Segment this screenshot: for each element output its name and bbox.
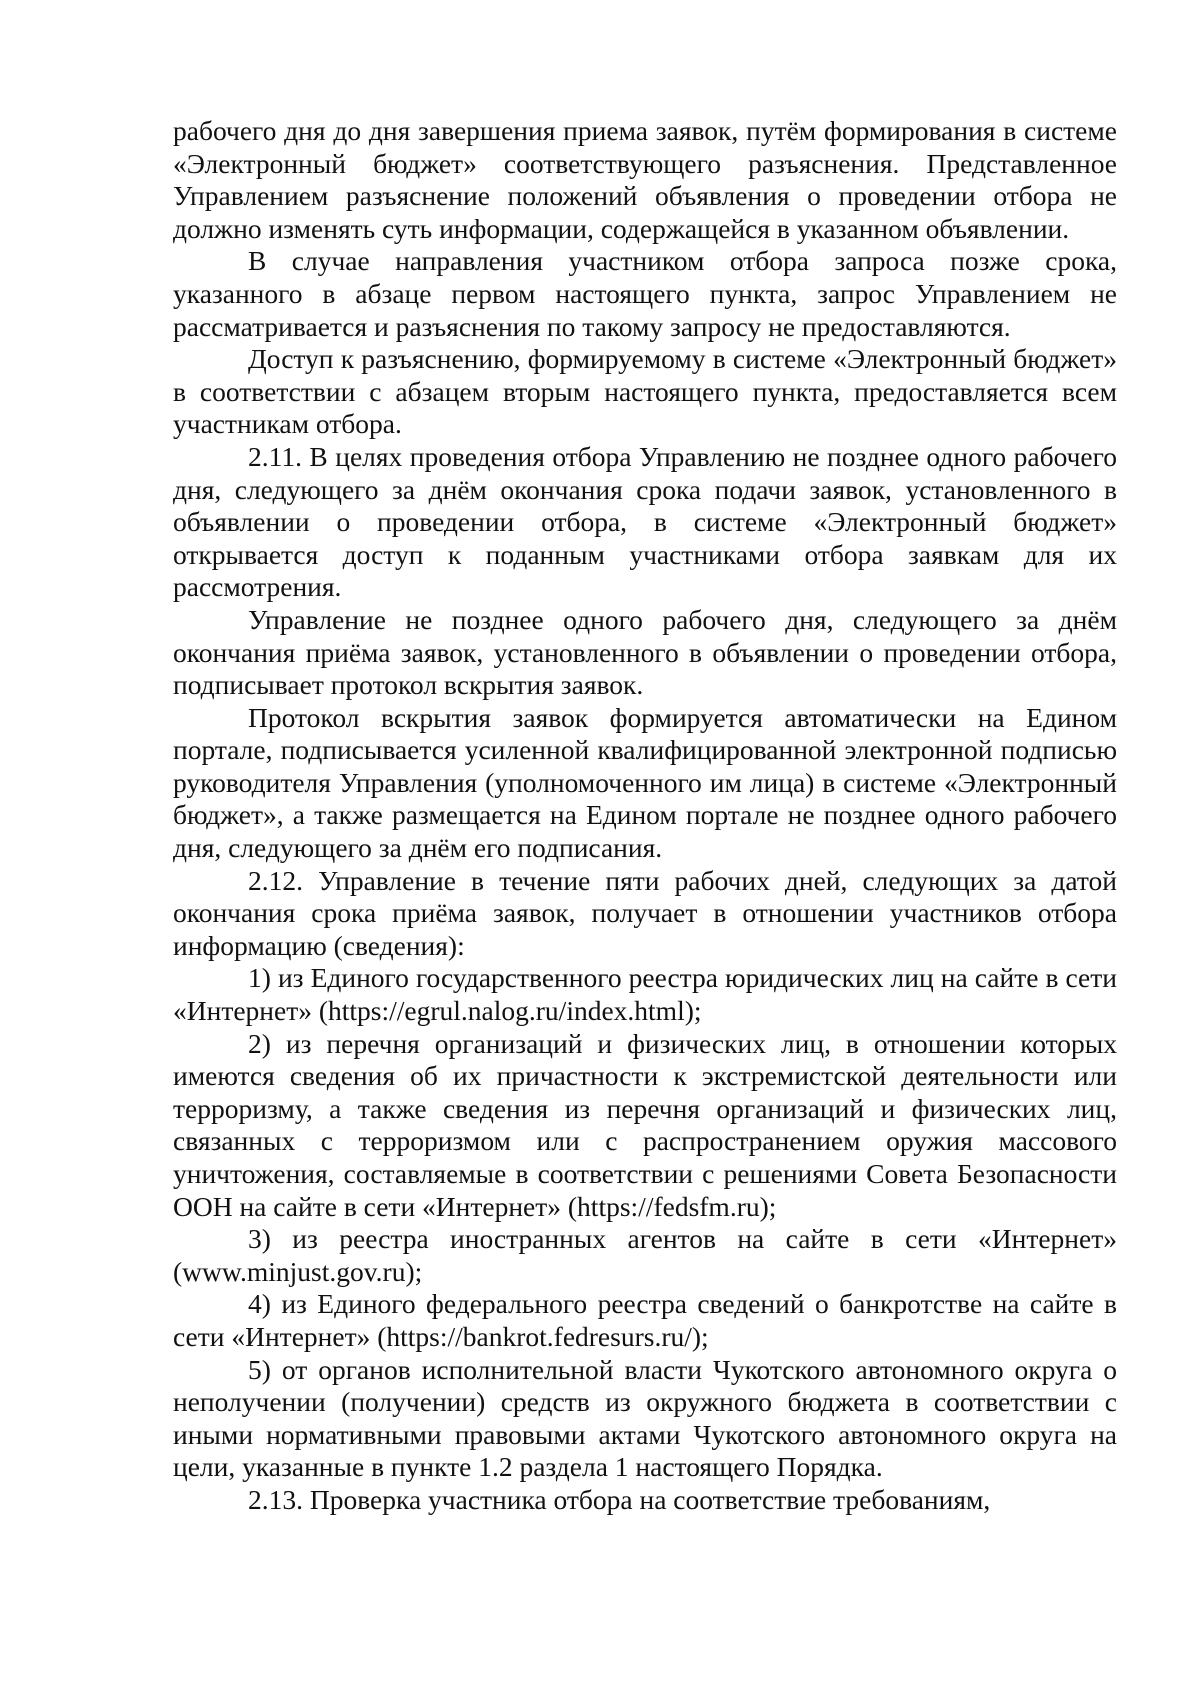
list-item-2: 2) из перечня организаций и физических лиц, в отношении которых имеются сведения об их причастности к экстремистской деятельности или терроризму, а также сведения из перечня организаций и физических лиц, связанных с терроризмом или с распространением оружия массового уничтожения, составляемые в соответствии с решениями Совета Безопасности ООН на сайте в сети «Интернет» (https://fedsfm.ru); — [173, 1027, 1117, 1222]
paragraph-access-clarification: Доступ к разъяснению, формируемому в системе «Электронный бюджет» в соответствии с абзацем вторым настоящего пункта, предоставляется всем участникам отбора. — [173, 343, 1117, 440]
list-item-4: 4) из Единого федерального реестра сведений о банкротстве на сайте в сети «Интернет» (https://bankrot.fedresurs.ru/); — [173, 1288, 1117, 1352]
paragraph-2-11: 2.11. В целях проведения отбора Управлению не позднее одного рабочего дня, следующего за днём окончания срока подачи заявок, установленного в объявлении о проведении отбора, в системе «Электронный бюджет» открывается доступ к поданным участниками отбора заявкам для их рассмотрения. — [173, 440, 1117, 603]
paragraph-2-12: 2.12. Управление в течение пяти рабочих дней, следующих за датой окончания срока приёма заявок, получает в отношении участников отбора информацию (сведения): — [173, 864, 1117, 961]
list-item-5: 5) от органов исполнительной власти Чукотского автономного округа о неполучении (получении) средств из окружного бюджета в соответствии с иными нормативными правовыми актами Чукотского автономного округа на цели, указанные в пункте 1.2 раздела 1 настоящего Порядка. — [173, 1353, 1117, 1483]
paragraph-protocol-formation: Протокол вскрытия заявок формируется автоматически на Едином портале, подписывается усиленной квалифицированной электронной подписью руководителя Управления (уполномоченного им лица) в системе «Электронный бюджет», а также размещается на Едином портале не позднее одного рабочего дня, следующего за днём его подписания. — [173, 701, 1117, 864]
paragraph-2-13: 2.13. Проверка участника отбора на соответствие требованиям, — [248, 1483, 991, 1515]
document-page — [173, 115, 1117, 1517]
list-item-3: 3) из реестра иностранных агентов на сайте в сети «Интернет» (www.minjust.gov.ru); — [173, 1223, 1117, 1287]
paragraph-protocol-signing: Управление не позднее одного рабочего дня, следующего за днём окончания приёма заявок, установленного в объявлении о проведении отбора, подписывает протокол вскрытия заявок. — [173, 603, 1117, 701]
paragraph-late-request: В случае направления участником отбора запроса позже срока, указанного в абзаце первом настоящего пункта, запрос Управлением не рассматривается и разъяснения по такому запросу не предоставляются. — [173, 245, 1117, 342]
list-item-1: 1) из Единого государственного реестра юридических лиц на сайте в сети «Интернет» (https://egrul.nalog.ru/index.html); — [173, 962, 1117, 1027]
paragraph-continuation: рабочего дня до дня завершения приема заявок, путём формирования в системе «Электронный бюджет» соответствующего разъяснения. Представленное Управлением разъяснение положений объявления о проведении отбора не должно изменять суть информации, содержащейся в указанном объявлении. — [173, 115, 1117, 244]
